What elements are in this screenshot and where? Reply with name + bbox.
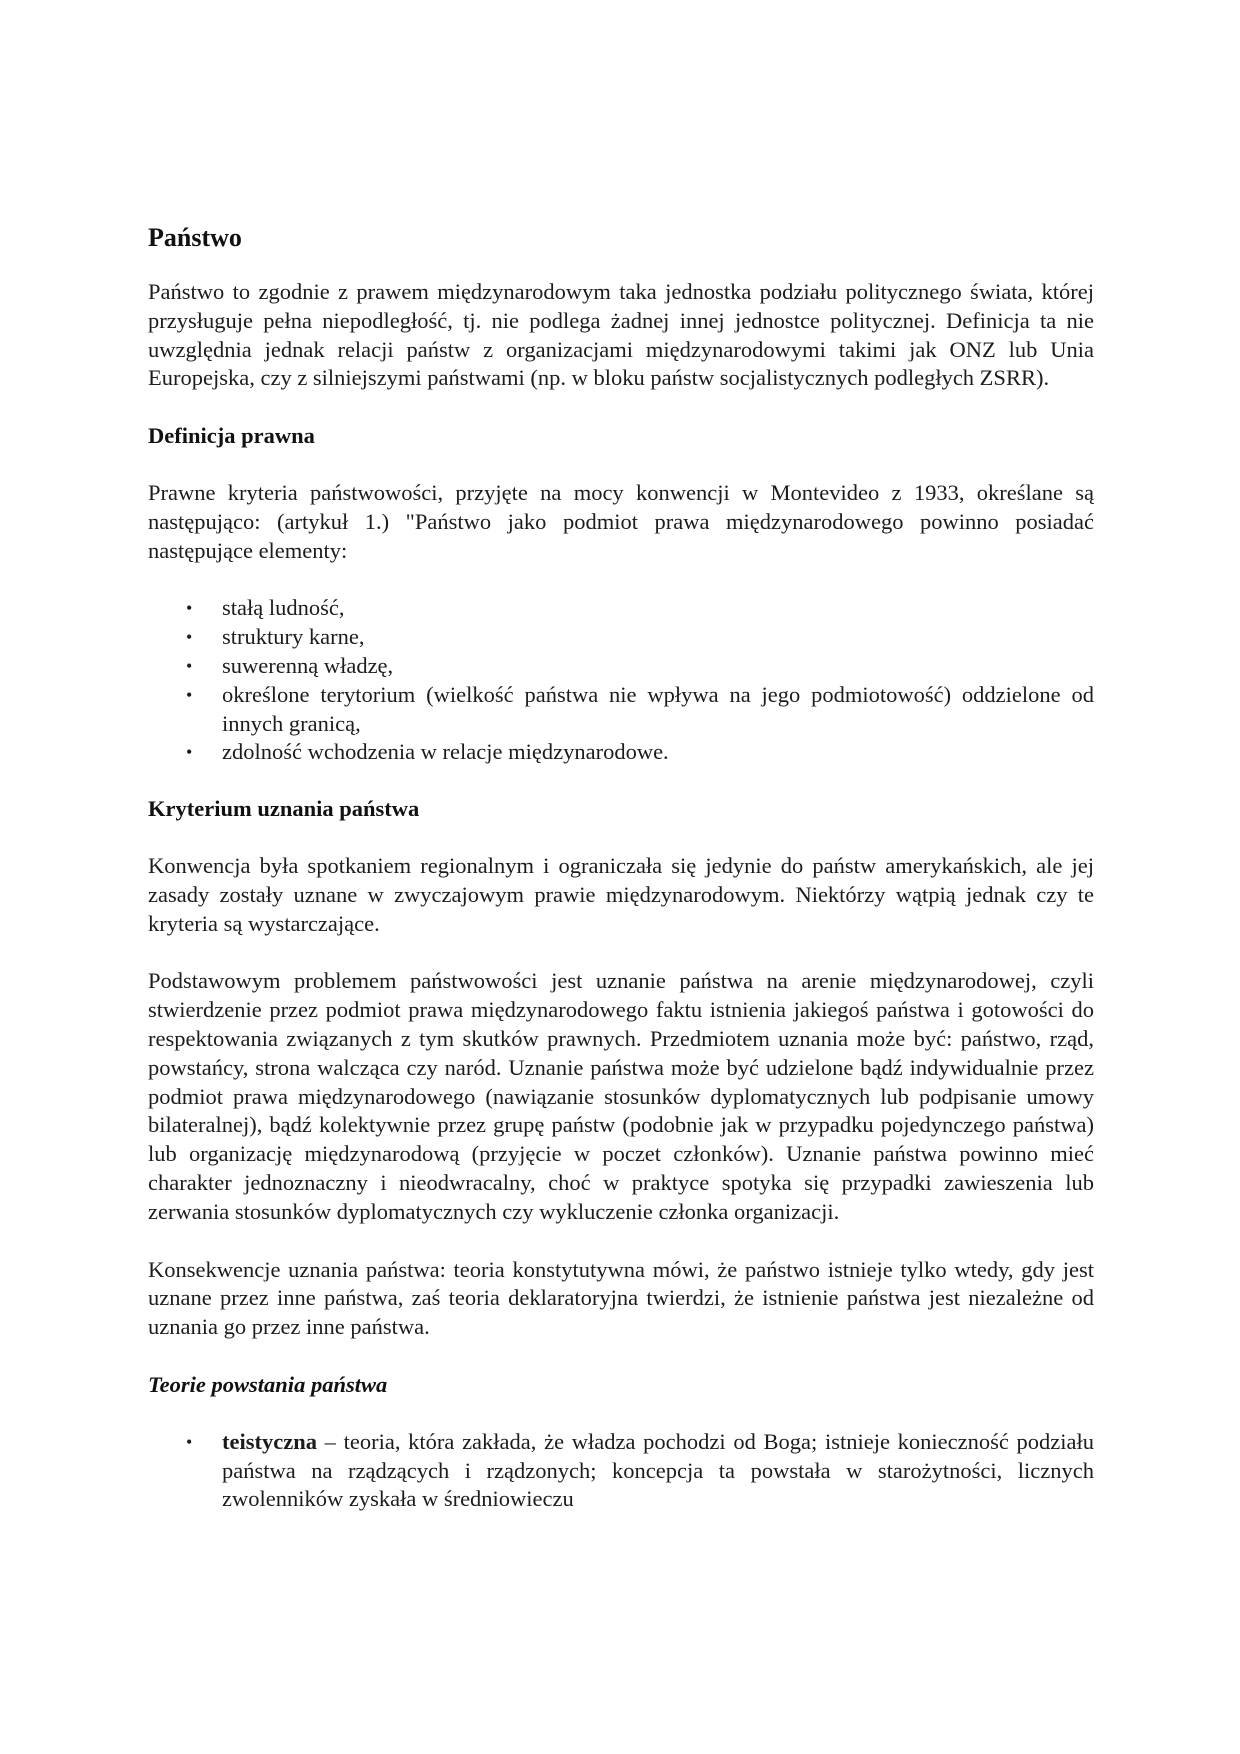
theory-description: – teoria, która zakłada, że władza pochodzi od Boga; istnieje konieczność podziału państwa na rządzących i rządzonych; koncepcja ta powstała w starożytności, licznych zwolenników zyskała w średniowieczu xyxy=(222,1428,1094,1512)
bullet-icon: • xyxy=(186,655,193,676)
list-item xyxy=(186,1428,1094,1514)
recognition-paragraph-1: Konwencja była spotkaniem regionalnym i ograniczała się jedynie do państw amerykańskich, ale jej zasady zostały uznane w zwyczajowym prawie międzynarodowym. Niektórzy wątpią jednak czy te kryteria są wystarczające. xyxy=(148,852,1094,936)
intro-paragraph: Państwo to zgodnie z prawem międzynarodowym taka jednostka podziału politycznego świata, której przysługuje pełna niepodległość, tj. nie podlega żadnej innej jednostce politycznej. Definicja ta nie uwzględnia jednak relacji państw z organizacjami międzynarodowymi takimi jak ONZ lub Unia Europejska, czy z silniejszymi państwami (np. w bloku państw socjalistycznych podległych ZSRR). xyxy=(148,279,1094,391)
statehood-criteria-list xyxy=(148,594,1094,767)
list-item-text: struktury karne, xyxy=(222,624,365,650)
list-item-text: stałą ludność, xyxy=(222,595,345,621)
list-item xyxy=(186,594,1094,623)
theory-term: teistyczna xyxy=(222,1428,317,1454)
bullet-icon: • xyxy=(186,684,193,705)
section-heading-legal-definition: Definicja prawna xyxy=(148,423,315,449)
recognition-paragraph-2: Podstawowym problemem państwowości jest uznanie państwa na arenie międzynarodowej, czyli stwierdzenie przez podmiot prawa międzynarodowego faktu istnienia jakiegoś państwa i gotowości do respektowania związanych z tym skutków prawnych. Przedmiotem uznania może być: państwo, rząd, powstańcy, strona walcząca czy naród. Uznanie państwa może być udzielone bądź indywidualnie przez podmiot prawa międzynarodowego (nawiązanie stosunków dyplomatycznych lub podpisanie umowy bilateralnej), bądź kolektywnie przez grupę państw (podobnie jak w przypadku pojedynczego państwa) lub organizację międzynarodową (przyjęcie w poczet członków). Uznanie państwa powinno mieć charakter jednoznaczny i nieodwracalny, choć w praktyce spotyka się przypadki zawieszenia lub zerwania stosunków dyplomatycznych czy wykluczenie członka organizacji. xyxy=(148,968,1094,1224)
bullet-icon: • xyxy=(186,742,193,763)
list-item xyxy=(186,652,1094,681)
list-item xyxy=(186,623,1094,652)
document-title: Państwo xyxy=(148,223,242,252)
list-item-text: zdolność wchodzenia w relacje międzynarodowe. xyxy=(222,739,669,765)
list-item xyxy=(186,681,1094,739)
legal-definition-paragraph: Prawne kryteria państwowości, przyjęte na mocy konwencji w Montevideo z 1933, określane są następująco: (artykuł 1.) "Państwo jako podmiot prawa międzynarodowego powinno posiadać następujące elementy: xyxy=(148,479,1094,563)
bullet-icon: • xyxy=(186,627,193,648)
section-heading-recognition: Kryterium uznania państwa xyxy=(148,796,420,822)
theories-list xyxy=(148,1428,1094,1514)
document-page xyxy=(148,222,1094,1542)
list-item-text: określone terytorium (wielkość państwa nie wpływa na jego podmiotowość) oddzielone od innych granicą, xyxy=(222,681,1094,736)
bullet-icon: • xyxy=(186,1431,193,1452)
bullet-icon: • xyxy=(186,598,193,619)
list-item xyxy=(186,738,1094,767)
list-item-text: suwerenną władzę, xyxy=(222,652,394,678)
recognition-paragraph-3: Konsekwencje uznania państwa: teoria konstytutywna mówi, że państwo istnieje tylko wtedy, gdy jest uznane przez inne państwa, zaś teoria deklaratoryjna twierdzi, że istnienie państwa jest niezależne od uznania go przez inne państwa. xyxy=(148,1256,1094,1340)
section-heading-theories: Teorie powstania państwa xyxy=(148,1371,388,1397)
